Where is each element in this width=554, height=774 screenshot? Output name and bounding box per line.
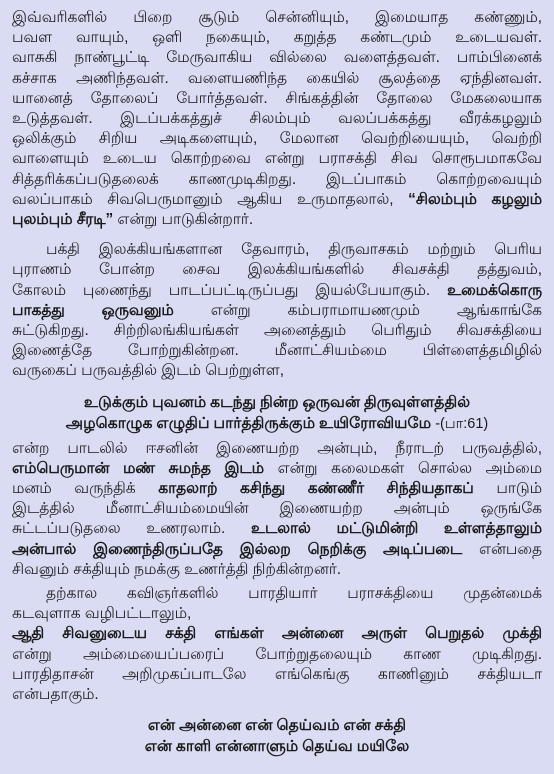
text-line: இவ்வரிகளில் பிறை சூடும் சென்னியும், இமையாத கண்ணும், <box>12 9 542 26</box>
text-span: என்று கலைமகள் சொல்ல அம்மை <box>264 459 542 477</box>
text-span: பாடும் <box>473 480 542 498</box>
text-line: என்ற பாடலில் ஈசனின் இணையற்ற அன்பும், நீராடற் பருவத்தில், <box>12 439 542 457</box>
text-span: வலப்பாகம் சிவபெருமானும் ஆகிய உருமாதலால், <box>12 190 409 208</box>
text-line <box>12 519 542 539</box>
text-line: இணைத்தே போற்றுகின்றன. மீனாட்சியம்மை பிள்ளைத்தமிழில் <box>12 342 542 360</box>
text-line <box>12 190 542 210</box>
text-line <box>12 210 542 230</box>
text-span: மனம் வருந்திக் <box>12 480 159 498</box>
text-line: ஒலிக்கும் சிறிய அடிகளையும், மேலான வெற்றியையும், வெற்றி <box>12 130 542 148</box>
text-line: யானைத் தோலைப் போர்த்தவள். சிங்கத்தின் தோலை மேகலையாக <box>12 89 542 107</box>
text-bold: உடலால் மட்டுமின்றி உள்ளத்தாலும் <box>250 520 542 538</box>
text-line: சிவனும் சக்தியும் நமக்கு உணர்த்தி நிற்கின்றனர். <box>12 560 342 578</box>
quote-bold: புலம்பும் சீரடி” <box>12 211 114 229</box>
text-line <box>12 301 542 321</box>
text-line: இடத்தில் மீனாட்சியம்மையின் இணையற்ற அன்பும் ஒருங்கே <box>12 500 542 518</box>
text-span: என்று கம்பராமாயணமும் ஆங்காங்கே <box>173 301 542 319</box>
quote-bold: “சிலம்பும் கழலும் <box>408 190 542 208</box>
text-line: என்று அம்மையைப்பரைப் போற்றுதலையும் காண முடிகிறது. <box>12 645 542 663</box>
paragraph-1 <box>12 8 542 230</box>
text-line <box>12 540 542 560</box>
verse-line: உடுக்கும் புவனம் கடந்து நின்ற ஒருவன் திருவுள்ளத்தில் <box>83 393 471 411</box>
text-line: வாசுகி நாண்பூட்டி மேருவாகிய வில்லை வளைத்தவள். பாம்பினைக் <box>12 49 542 67</box>
verse-reference: -(பா:61) <box>431 415 489 432</box>
text-line: சுட்டுகிறது. சிற்றிலங்கியங்கள் அனைத்தும் பெரிதும் சிவசக்தியை <box>12 322 542 340</box>
paragraph-2 <box>12 240 542 381</box>
verse-2 <box>12 715 542 757</box>
text-span: கோலம் புணைந்து பாடப்பட்டிருப்பது இயல்பேயாகும். <box>12 281 431 299</box>
text-line: என்பதாகும். <box>12 686 99 704</box>
paragraph-4 <box>12 584 542 705</box>
text-bold: அன்பால் இணைந்திருப்பதே இல்லற நெறிக்கு அடிப்படை <box>12 540 463 558</box>
text-line: புராணம் போன்ற சைவ இலக்கியங்களில் சிவசக்தி தத்துவம், <box>12 261 542 279</box>
verse-text: அழகொழுக எழுதிப் பார்த்திருக்கும் உயிரோவியமே <box>65 414 432 432</box>
verse-line <box>12 413 542 435</box>
text-line-bold: ஆதி சிவனுடைய சக்தி எங்கள் அன்னை அருள் பெறுதல் முக்தி <box>12 625 542 643</box>
paragraph-3 <box>12 439 542 580</box>
verse-1 <box>12 392 542 435</box>
verse-line: என் அன்னை என் தெய்வம் என் சக்தி <box>147 717 407 735</box>
text-span: சுட்டப்படுதலை உணரலாம். <box>12 520 251 538</box>
spacer <box>12 230 542 240</box>
text-span: என்பதை <box>462 540 542 558</box>
spacer <box>12 382 542 392</box>
text-line: வருகைப் பருவத்தில் இடம் பெற்றுள்ள, <box>12 362 284 380</box>
text-line: பாரதிதாசன் அறிமுகப்பாடலே எங்கெங்கு காணினும் சக்தியடா <box>12 665 542 683</box>
text-line: தற்கால கவிஞர்களில் பாரதியார் பராசக்தியை முதன்மைக் <box>46 585 542 603</box>
text-line: கடவுளாக வழிபட்டாலும், <box>12 605 192 623</box>
text-line: வாளையும் உடைய கொற்றவை என்று பராசக்தி சிவ சொரூபமாகவே <box>12 150 542 168</box>
text-line: உடுத்தவள். இடப்பக்கத்துச் சிலம்பும் வலப்பக்கத்து வீரக்கழலும் <box>12 110 542 128</box>
text-bold: காதலாற் கசிந்து கண்ணீர் சிந்தியதாகப் <box>158 480 474 498</box>
text-line <box>12 479 542 499</box>
text-span: என்று பாடுகின்றார். <box>113 211 254 229</box>
text-line: சித்தரிக்கப்படுதலைக் காணமுடிகிறது. இடப்பாகம் கொற்றவையும் <box>12 170 542 188</box>
text-line <box>12 281 542 301</box>
text-line: பவள வாயும், ஒளி நகையும், கறுத்த கண்டமும் உடையவள். <box>12 29 542 47</box>
verse-line: என் காளி என்னாளும் தெய்வ மயிலே <box>144 738 410 756</box>
text-line: பக்தி இலக்கியங்களான தேவாரம், திருவாசகம் மற்றும் பெரிய <box>46 241 542 259</box>
spacer <box>12 705 542 715</box>
text-line <box>12 459 542 479</box>
kamba-bold: பாகத்து ஒருவனும் <box>12 301 174 319</box>
kamba-bold: உமைக்கொரு <box>447 281 543 299</box>
text-bold: எம்பெருமான் மண் சுமந்த இடம் <box>12 459 265 477</box>
text-line: கச்சாக அணிந்தவள். வளையணிந்த கையில் சூலத்தை ஏந்தினவள். <box>12 69 542 87</box>
